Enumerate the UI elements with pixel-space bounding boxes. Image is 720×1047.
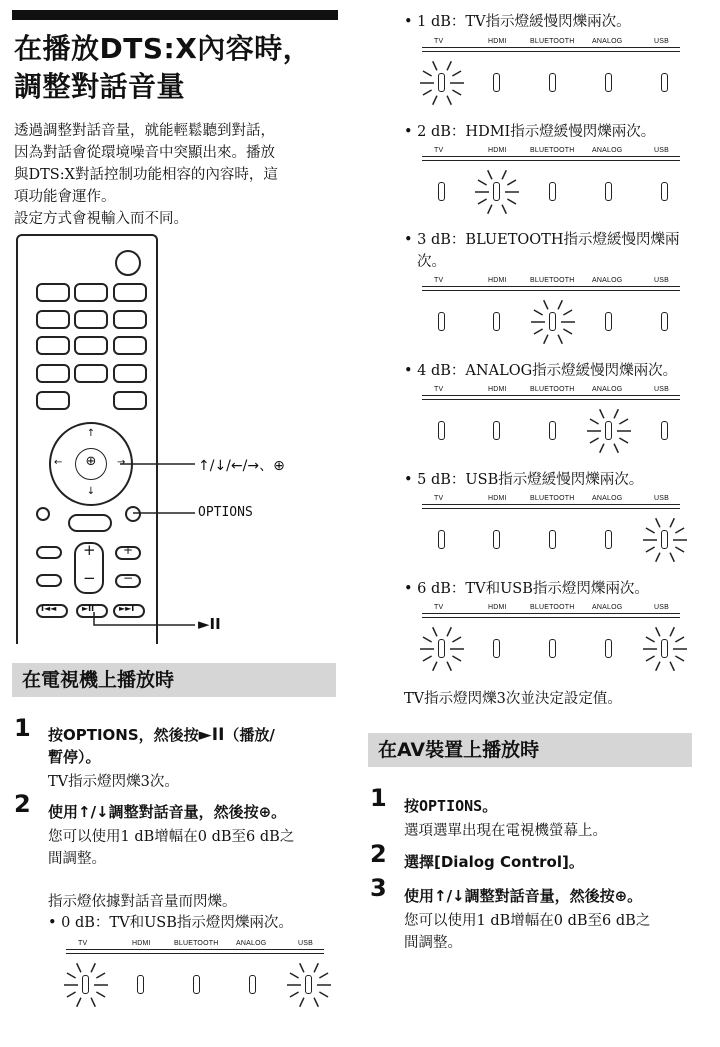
blink-rays-icon [473,167,521,217]
indicator-led [549,182,556,201]
av-step3-body [404,910,650,954]
indicator-label: USB [298,940,313,947]
indicator-led [493,421,500,440]
next-icon: ►►I [119,604,135,613]
tv-step2-note: 指示燈依據對話音量而閃爍。 [48,894,237,910]
indicator-led [605,182,612,201]
indicator-led [438,421,445,440]
indicator-led [249,975,256,994]
page-title-line-1: 在播放DTS:X內容時， [14,32,312,65]
channel-plus-icon: + [123,543,134,557]
indicator-label: ANALOG [592,386,623,393]
level-bullet-4db: • 4 dB：ANALOG指示燈緩慢閃爍兩次。 [404,363,678,379]
av-step3-title: 使用↑/↓調整對話音量，然後按⊕。 [404,887,643,905]
blink-rays-icon [529,297,577,347]
tv-step2-title: 使用↑/↓調整對話音量，然後按⊕。 [48,803,287,821]
indicator-label: TV [434,147,444,154]
indicator-label: BLUETOOTH [174,940,219,947]
indicator-label: TV [78,940,88,947]
tv-step1-number: 1 [14,714,31,742]
callout-arrows-label: ↑/↓/←/→、⊕ [198,458,285,474]
indicator-label: USB [654,38,669,45]
indicator-label: BLUETOOTH [530,604,575,611]
indicator-led [605,530,612,549]
callout-lines [0,0,360,660]
channel-minus-icon: − [123,571,134,585]
indicator-led [493,639,500,658]
indicator-led [438,182,445,201]
tv-step2-number: 2 [14,790,31,818]
tv-step1-title-text: 按OPTIONS，然後按 [48,726,199,744]
level-bullet-3db-line: • 3 dB：BLUETOOTH指示燈緩慢閃爍兩 [404,232,680,248]
indicator-led [549,421,556,440]
indicator-led [549,639,556,658]
blink-rays-icon [585,406,633,456]
indicator-panel [422,604,680,674]
indicator-label: ANALOG [592,604,623,611]
indicator-label: HDMI [132,940,151,947]
indicator-rule [422,504,680,505]
indicator-rule [422,613,680,614]
indicator-rule [422,160,680,161]
indicator-led [549,73,556,92]
av-step3-body-line: 您可以使用1 dB增幅在0 dB至6 dB之 [404,913,651,929]
dpad-left-icon: ← [54,457,63,468]
indicator-led [661,312,668,331]
av-step1-body: 選項選單出現在電視機螢幕上。 [404,823,607,839]
tv-step1-body: TV指示燈閃爍3次。 [48,774,179,790]
indicator-rule [422,156,680,157]
prev-icon: I◄◄ [41,604,57,613]
indicator-panel [422,386,680,456]
blink-rays-icon [62,960,110,1010]
indicator-label: TV [434,277,444,284]
callout-play-label: ►II [198,615,221,633]
level-bullet-1db: • 1 dB：TV指示燈緩慢閃爍兩次。 [404,14,631,30]
blink-rays-icon [641,624,689,674]
volume-minus-icon: − [83,569,96,587]
av-step1-number: 1 [370,784,387,812]
indicator-label: ANALOG [592,147,623,154]
level-bullet-5db: • 5 dB：USB指示燈緩慢閃爍兩次。 [404,472,644,488]
blink-rays-icon [641,515,689,565]
intro-line: 設定方式會視輸入而不同。 [14,211,188,227]
av-step2-number: 2 [370,840,387,868]
av-section-heading: 在AV裝置上播放時 [368,733,692,767]
av-step3-number: 3 [370,874,387,902]
indicator-panel [422,147,680,217]
level-bullet-3db-line: 次。 [417,254,446,270]
av-step3-body-line: 間調整。 [404,935,462,951]
indicator-rule [422,617,680,618]
indicator-rule [422,286,680,287]
final-note: TV指示燈閃爍3次並決定設定值。 [404,691,622,707]
indicator-label: ANALOG [592,495,623,502]
indicator-rule [422,395,680,396]
indicator-rule [422,399,680,400]
play-pause-icon: ►II [82,604,95,613]
indicator-label: TV [434,495,444,502]
intro-line: 與DTS:X對話控制功能相容的內容時，這 [14,167,278,183]
indicator-label: USB [654,277,669,284]
tv-step2-body-line: 間調整。 [48,851,106,867]
level-bullet-0db: • 0 dB：TV和USB指示燈閃爍兩次。 [48,915,293,931]
callout-options-label: OPTIONS [198,505,253,520]
indicator-led [661,421,668,440]
level-bullet-2db: • 2 dB：HDMI指示燈緩慢閃爍兩次。 [404,124,656,140]
indicator-label: HDMI [488,147,507,154]
tv-step1-title-text: （播放/ [224,726,275,744]
indicator-led [137,975,144,994]
indicator-panel [66,940,324,1010]
indicator-led [493,73,500,92]
indicator-led [661,182,668,201]
tv-step1-title-text: 暫停）。 [48,748,101,766]
av-step2-title: 選擇[Dialog Control]。 [404,853,584,871]
indicator-label: BLUETOOTH [530,386,575,393]
indicator-label: USB [654,147,669,154]
indicator-rule [422,51,680,52]
tv-step1-title [48,724,338,768]
tv-step2-body [48,826,294,870]
indicator-label: TV [434,386,444,393]
dpad-center-icon: ⊕ [85,454,97,469]
indicator-label: ANALOG [592,277,623,284]
indicator-label: ANALOG [592,38,623,45]
indicator-label: HDMI [488,604,507,611]
indicator-label: BLUETOOTH [530,147,575,154]
indicator-led [605,312,612,331]
intro-line: 因為對話會從環境噪音中突顯出來。播放 [14,145,275,161]
indicator-led [438,530,445,549]
indicator-label: BLUETOOTH [530,38,575,45]
indicator-label: TV [434,604,444,611]
blink-rays-icon [418,58,466,108]
volume-plus-icon: + [83,541,96,559]
av-step1-title: 按OPTIONS。 [404,797,498,815]
indicator-panel [422,277,680,347]
indicator-label: USB [654,604,669,611]
dpad-down-icon: ↓ [86,486,96,497]
indicator-rule [422,508,680,509]
indicator-led [549,530,556,549]
play-pause-symbol: ►II [198,725,225,745]
indicator-label: USB [654,495,669,502]
indicator-rule [422,47,680,48]
indicator-label: HDMI [488,277,507,284]
intro-line: 透過調整對話音量，就能輕鬆聽到對話， [14,123,275,139]
indicator-label: BLUETOOTH [530,277,575,284]
indicator-label: ANALOG [236,940,267,947]
indicator-led [605,639,612,658]
blink-rays-icon [418,624,466,674]
indicator-panel [422,495,680,565]
level-bullet-6db: • 6 dB：TV和USB指示燈閃爍兩次。 [404,581,649,597]
tv-step2-body-line: 您可以使用1 dB增幅在0 dB至6 dB之 [48,829,295,845]
page-title-line-2: 調整對話音量 [14,70,186,103]
intro-line: 項功能會運作。 [14,189,116,205]
indicator-label: HDMI [488,386,507,393]
indicator-led [493,530,500,549]
indicator-label: USB [654,386,669,393]
indicator-label: HDMI [488,495,507,502]
indicator-led [661,73,668,92]
blink-rays-icon [285,960,333,1010]
indicator-rule [66,953,324,954]
indicator-led [605,73,612,92]
indicator-rule [422,290,680,291]
indicator-rule [66,949,324,950]
indicator-led [193,975,200,994]
dpad-right-icon: → [117,457,126,468]
indicator-label: HDMI [488,38,507,45]
level-bullet-3db [404,229,680,273]
dpad-up-icon: ↑ [86,428,96,439]
tv-section-heading: 在電視機上播放時 [12,663,336,697]
indicator-panel [422,38,680,108]
indicator-label: TV [434,38,444,45]
indicator-label: BLUETOOTH [530,495,575,502]
indicator-led [438,312,445,331]
indicator-led [493,312,500,331]
